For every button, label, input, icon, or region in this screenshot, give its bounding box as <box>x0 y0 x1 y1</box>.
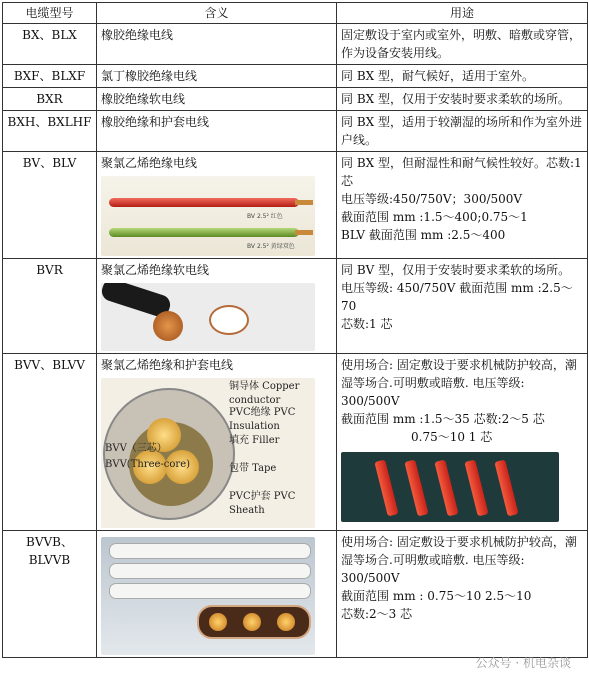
flat-cable <box>109 583 311 599</box>
red-cable <box>404 460 428 517</box>
usage-line: 芯数:2～3 芯 <box>341 607 413 621</box>
usage-line: 截面范围 mm :1.5～400;0.75～1 <box>341 210 528 224</box>
cable-cross-section <box>209 305 249 335</box>
layer-label: 包带 Tape <box>229 463 277 474</box>
usage-line: 电压等级: 450/750V 截面范围 mm :2.5～70 <box>341 281 573 313</box>
meaning-cell: 橡胶绝缘电线 <box>97 24 337 65</box>
usage-cell <box>337 354 588 531</box>
usage-line: 0.75～10 1 芯 <box>411 430 493 444</box>
wire-mark: BV 2.5² 黄绿双色 <box>247 243 295 250</box>
header-meaning: 含义 <box>97 3 337 24</box>
meaning-text: 聚氯乙烯绝缘电线 <box>101 156 198 170</box>
header-usage: 用途 <box>337 3 588 24</box>
red-cable <box>464 460 488 517</box>
layer-label: PVC护套 PVC Sheath <box>229 491 296 516</box>
wire-mark: BV 2.5² 红色 <box>247 213 283 220</box>
layer-label: 填充 Filler <box>229 435 280 446</box>
usage-line: 使用场合: 固定敷设于要求机械防护较高，潮湿等场合.可明敷或暗敷. 电压等级: 300/500V <box>341 535 577 585</box>
red-wire <box>109 198 299 207</box>
table-row <box>3 152 588 259</box>
meaning-cell: 橡胶绝缘和护套电线 <box>97 111 337 152</box>
usage-line: 芯数:1 芯 <box>341 317 393 331</box>
model-cell: BVV、BLVV <box>3 354 97 531</box>
watermark: 公众号 · 机电杂谈 <box>475 656 571 670</box>
table-row <box>3 65 588 88</box>
bvvb-flat-cable-photo <box>101 537 315 655</box>
usage-line: 截面范围 mm :1.5～35 芯数:2～5 芯 <box>341 412 545 426</box>
usage-cell <box>337 531 588 658</box>
model-cell: BVVB、BLVVB <box>3 531 97 658</box>
usage-cell: 同 BX 型，仅用于安装时要求柔软的场所。 <box>337 88 588 111</box>
bvv-cross-section-diagram <box>101 378 315 528</box>
usage-line: BLV 截面范围 mm :2.5～400 <box>341 228 506 242</box>
model-cell: BX、BLX <box>3 24 97 65</box>
usage-cell: 同 BX 型，适用于较潮湿的场所和作为室外进户线。 <box>337 111 588 152</box>
meaning-cell: 氯丁橡胶绝缘电线 <box>97 65 337 88</box>
model-cell: BXR <box>3 88 97 111</box>
flat-cable <box>109 563 311 579</box>
bv-wire-photo <box>101 176 315 256</box>
red-cable <box>494 460 518 517</box>
copper-tip <box>295 200 313 205</box>
flat-cable <box>109 543 311 559</box>
table-row <box>3 259 588 354</box>
flat-cable-cross-section <box>197 605 311 639</box>
usage-cell: 同 BX 型，耐气候好，适用于室外。 <box>337 65 588 88</box>
model-cell: BV、BLV <box>3 152 97 259</box>
usage-cell <box>337 152 588 259</box>
usage-cell: 固定敷设于室内或室外，明敷、暗敷或穿管，作为设备安装用线。 <box>337 24 588 65</box>
red-cable <box>434 460 458 517</box>
layer-label: PVC绝缘 PVC Insulation <box>229 407 296 432</box>
bvv-title: BVV(Three-core) <box>105 459 191 470</box>
copper-strands <box>153 311 183 341</box>
table-row <box>3 88 588 111</box>
usage-line: 同 BV 型，仅用于安装时要求柔软的场所。 <box>341 263 571 277</box>
copper-core <box>277 613 295 631</box>
table-row <box>3 531 588 658</box>
model-cell: BVR <box>3 259 97 354</box>
table-row <box>3 111 588 152</box>
usage-line: 截面范围 mm : 0.75～10 2.5～10 <box>341 589 532 603</box>
model-cell: BXH、BXLHF <box>3 111 97 152</box>
header-model: 电缆型号 <box>3 3 97 24</box>
table-row <box>3 354 588 531</box>
copper-core <box>243 613 261 631</box>
meaning-text: 聚氯乙烯绝缘和护套电线 <box>101 358 234 372</box>
layer-label: 铜导体 Copper conductor <box>229 381 300 406</box>
header-row <box>3 3 588 24</box>
copper-tip <box>295 230 313 235</box>
usage-cell <box>337 259 588 354</box>
cable-spec-table <box>2 2 588 658</box>
red-cables-photo <box>341 452 559 522</box>
red-cable <box>374 460 398 517</box>
usage-line: 同 BX 型，但耐湿性和耐气候性较好。芯数:1 芯 <box>341 156 582 188</box>
meaning-cell <box>97 531 337 658</box>
bvr-cable-photo <box>101 283 315 351</box>
meaning-cell <box>97 354 337 531</box>
bvv-title: BVV（三芯） <box>105 443 167 454</box>
copper-core <box>209 613 227 631</box>
meaning-text: 聚氯乙烯绝缘软电线 <box>101 263 210 277</box>
usage-line: 使用场合: 固定敷设于要求机械防护较高，潮湿等场合.可明敷或暗敷. 电压等级: 300/500V <box>341 358 577 408</box>
model-cell: BXF、BLXF <box>3 65 97 88</box>
usage-line: 电压等级:450/750V；300/500V <box>341 192 523 206</box>
green-wire <box>109 228 299 237</box>
table-row <box>3 24 588 65</box>
meaning-cell <box>97 259 337 354</box>
meaning-cell <box>97 152 337 259</box>
meaning-cell: 橡胶绝缘软电线 <box>97 88 337 111</box>
